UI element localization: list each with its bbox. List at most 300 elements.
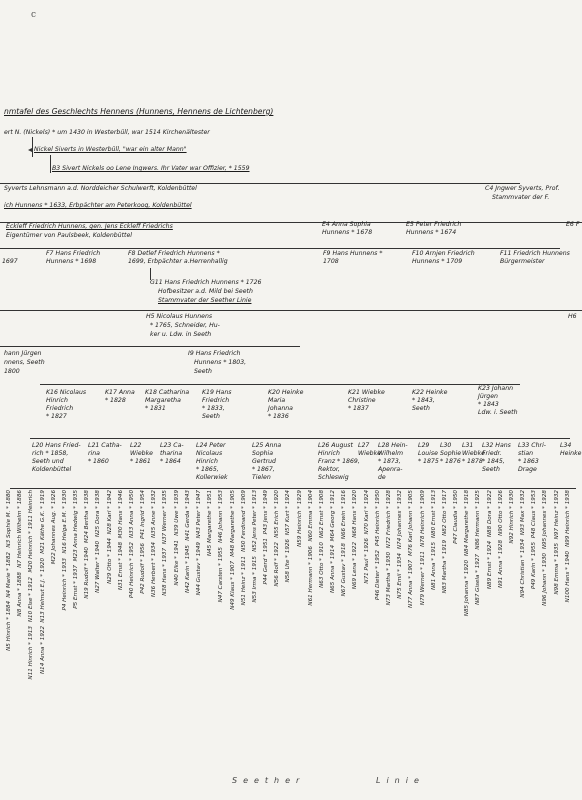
- person-l33-line: stian: [518, 450, 534, 457]
- descendant-entry: N98 Emma * 1935: [553, 543, 560, 595]
- descendant-entry: N72 Friedrich * 1928: [386, 490, 392, 549]
- descendant-entry: N16 Helga E.M. * 1930: [61, 490, 68, 554]
- person-f8-text: F8 Detlef Friedrich Hunnens * 1699, Erbpächter a.Herrenhallig: [128, 250, 228, 265]
- descendant-entry: N97 Heinz * 1932: [553, 490, 560, 540]
- person-l32-line: * 1845,: [482, 458, 505, 465]
- person-l32-line: Seeth: [482, 466, 500, 473]
- person-k16-line: K16 Nicolaus: [46, 389, 87, 396]
- descendant-column: [442, 490, 453, 790]
- person-l29-line: Louise: [418, 450, 438, 457]
- person-k19-line: K19 Hans: [202, 389, 232, 396]
- person-i9-name: I9 Hans Friedrich: [188, 350, 241, 357]
- descendant-entry: P5 Ernst * 1937: [73, 565, 80, 610]
- person-l22-line: L22: [130, 442, 142, 449]
- person-k19-line: Seeth: [202, 413, 220, 420]
- descendant-entry: P45 Heinrich * 1950: [374, 490, 381, 547]
- descendant-entry: N10 Else * 1912: [28, 576, 35, 622]
- descendant-column: [487, 490, 498, 790]
- descendant-entry: N95 Johannes * 1928: [542, 490, 549, 550]
- person-l20: [32, 442, 81, 474]
- person-k16-line: Hinrich: [46, 397, 68, 404]
- descendant-entry: P41 Ingrid * 1954: [140, 490, 147, 540]
- corner-mark: c: [31, 10, 37, 20]
- descendant-column: [51, 490, 62, 790]
- person-l22-line: Wiebke: [130, 450, 153, 457]
- descendant-column: [185, 490, 196, 790]
- descendant-entry: N60 Emma * 1904: [307, 490, 314, 542]
- descendant-column: [140, 490, 151, 790]
- descendant-entry: N52 Jens Peter * 1913: [251, 490, 258, 552]
- person-k16-line: * 1827: [46, 413, 67, 420]
- person-k21: [348, 389, 385, 413]
- descendant-column: [453, 490, 464, 790]
- person-k23: [478, 385, 518, 417]
- person-g11-detail: Hofbesitzer a.d. Mild bei Seeth: [158, 288, 253, 295]
- descendant-entry: N100 Hans * 1940: [564, 550, 571, 603]
- descendant-entry: N5 Hinrich * 1884: [6, 601, 12, 652]
- descendant-entry: N89 Ernst * 1924: [486, 541, 493, 590]
- descendant-entry: P49 Karin * 1955: [531, 542, 538, 590]
- descendant-entry: N41 Gerda * 1943: [184, 490, 191, 541]
- person-l25: [252, 442, 281, 482]
- descendant-entry: N56 Rolf * 1922: [274, 541, 281, 587]
- connector: [30, 438, 570, 439]
- descendant-entry: M21 Käthe G.K. * 1919: [39, 490, 46, 554]
- descendant-entry: N51 Heinz * 1911: [240, 555, 247, 606]
- descendant-entry: N84 Margarethe * 1918: [464, 490, 471, 557]
- person-k17: [105, 389, 135, 405]
- descendant-entry: P44 Gerd * 1951: [263, 538, 270, 585]
- descendant-entry: N27 Walter * 1940: [95, 541, 102, 593]
- descendant-entry: N13 Helmut E.J. * 1920: [39, 557, 46, 623]
- person-l20-line: L20 Hans Fried-: [32, 442, 81, 449]
- person-l25-line: L25 Anna: [252, 442, 282, 449]
- person-k21-line: * 1837: [348, 405, 369, 412]
- person-k22: [412, 389, 447, 413]
- descendant-entry: P42 Rudolf * 1956: [140, 543, 147, 594]
- descendant-entry: N3 Sophie M. * 1880: [6, 490, 12, 548]
- person-k19: [202, 389, 232, 421]
- person-i-left-detail: nnens, Seeth: [4, 359, 45, 366]
- person-l30-line: L30: [440, 442, 452, 449]
- person-k21-line: Christine: [348, 397, 376, 404]
- descendant-entry: N83 Martha * 1919: [441, 539, 448, 594]
- descendant-column: [542, 490, 553, 790]
- person-f9-text: F9 Hans Hunnens * 1708: [323, 250, 383, 265]
- person-l21-line: * 1860: [88, 458, 109, 465]
- person-l24-line: Nicolaus: [196, 450, 223, 457]
- person-h5-note: ker u. Ldw. in Seeth: [150, 331, 212, 338]
- descendant-column: [554, 490, 565, 790]
- descendant-entry: N71 Paul * 1926: [363, 538, 370, 584]
- person-l26: [318, 442, 360, 482]
- descendant-entry: P47 Claudia * 1950: [453, 490, 460, 544]
- person-l27-line: L27: [358, 442, 370, 449]
- descendant-column: [330, 490, 341, 790]
- person-l23: [160, 442, 184, 466]
- person-l32-line: Friedr.: [482, 450, 502, 457]
- person-k22-line: K22 Heinke: [412, 389, 448, 396]
- person-l24-line: Kollerwiek: [196, 474, 228, 481]
- descendant-entry: P40 Heinrich * 1952: [128, 542, 135, 599]
- person-l25-line: Sophia: [252, 450, 274, 457]
- person-e5: [406, 221, 484, 237]
- descendant-column: [397, 490, 408, 790]
- descendant-entry: N44 Gustav * 1949: [196, 542, 202, 596]
- descendant-column: [40, 490, 51, 790]
- descendant-entry: N55 Erich * 1920: [274, 490, 281, 538]
- person-l28-line: L28 Hein-: [378, 442, 408, 449]
- person-f11-text: F11 Friedrich Hunnens Bürgermeister: [500, 250, 570, 265]
- connector: [0, 248, 560, 249]
- person-l24-line: * 1865,: [196, 466, 219, 473]
- descendant-entry: N25 Dora * 1938: [95, 490, 102, 538]
- descendant-entry: N73 Martha * 1930: [386, 552, 392, 606]
- person-k17-line: K17 Anna: [105, 389, 135, 396]
- descendant-entry: N8 Anna * 1888: [17, 571, 24, 617]
- descendant-column: [196, 490, 207, 790]
- descendant-column: [230, 490, 241, 790]
- person-l24: [196, 442, 228, 482]
- descendant-entry: N70 Karl * 1924: [363, 490, 370, 535]
- person-k23-line: Jürgen: [478, 393, 498, 400]
- person-k17-line: * 1828: [105, 397, 126, 404]
- descendant-entry: N67 Gustav * 1918: [341, 543, 348, 597]
- descendant-entry: N85 Johanna * 1920: [464, 560, 471, 617]
- connector: [0, 183, 520, 184]
- descendant-entry: N7 Heinrich Wilhelm * 1886: [17, 490, 24, 568]
- descendant-entry: N11 Hinrich * 1913: [28, 625, 35, 680]
- generation-b-line: Nickel Siverts in Westerbüll, "war ein alter Mann": [34, 146, 187, 153]
- arrow-icon: [28, 148, 32, 152]
- person-k20-line: * 1836: [268, 413, 289, 420]
- descendant-column: [297, 490, 308, 790]
- person-l23-line: tharina: [160, 450, 183, 457]
- descendant-entry: N88 Dora * 1922: [486, 490, 493, 538]
- person-k19-line: * 1833,: [202, 405, 225, 412]
- descendant-entry: P43 Jens * 1949: [263, 490, 270, 535]
- descendant-entry: N87 Gisela * 1927: [475, 553, 482, 605]
- person-l29: [418, 442, 439, 466]
- descendant-entry: P46 Dieter * 1952: [374, 550, 381, 601]
- person-h6: H6: [568, 313, 577, 320]
- person-i-left-name: hann Jürgen: [4, 350, 42, 357]
- person-f8: [128, 250, 238, 266]
- person-l29-line: * 1875: [418, 458, 439, 465]
- person-l26-line: Schleswig: [318, 474, 349, 481]
- person-e5-text: E5 Peter Friedrich Hunnens * 1674: [406, 221, 462, 236]
- descendant-column: [17, 490, 28, 790]
- descendant-entry: N63 Otto * 1910: [318, 542, 325, 589]
- descendant-column: [28, 490, 39, 790]
- descendant-entry: N69 Lena * 1922: [352, 541, 359, 589]
- descendant-entry: N81 Anna * 1915: [430, 542, 437, 591]
- person-l20-line: Seeth und: [32, 458, 64, 465]
- descendant-entry: N35 Anne * 1932: [151, 490, 158, 539]
- descendant-entry: N61 Hermann * 1906: [307, 545, 314, 606]
- descendant-entry: P48 Claus * 1953: [531, 490, 538, 539]
- descendant-entry: N96 Johann * 1930: [542, 553, 549, 606]
- person-l26-line: Rektor,: [318, 466, 340, 473]
- person-l31-line: Wiebke: [462, 450, 485, 457]
- descendant-entry: N82 Otto * 1917: [441, 490, 448, 536]
- person-h5-name: H5 Nicolaus Hunnens: [146, 313, 213, 320]
- generation-e-line: Eckleff Friedrich Hunnens, gen. Jens Eckleff Friedrichs: [6, 223, 173, 230]
- person-l31-line: L31: [462, 442, 474, 449]
- descendant-entry: P4 Heinrich * 1933: [61, 557, 68, 611]
- person-k18: [145, 389, 189, 413]
- descendant-entry: N53 Irma * 1915: [251, 555, 258, 603]
- descendant-column: [408, 490, 419, 790]
- descendant-entry: N37 Werner * 1935: [162, 490, 169, 545]
- descendant-entry: N47 Carsten * 1955: [218, 546, 225, 603]
- descendant-entry: N45 Margarethe * 1951: [207, 490, 214, 557]
- descendant-column: [520, 490, 531, 790]
- descendant-entry: N93 Max * 1932: [520, 490, 527, 536]
- person-k18-line: Margaretha: [145, 397, 181, 404]
- descendant-entry: M76 Karl Johann * 1905: [408, 490, 415, 556]
- descendant-entry: N65 Anna * 1914: [330, 545, 337, 594]
- person-k18-line: K18 Catharina: [145, 389, 190, 396]
- descendant-entry: N36 Herbert * 1934: [151, 542, 158, 598]
- descendant-entry: M23 Anna Hedwig * 1935: [73, 490, 80, 562]
- person-k16-line: Friedrich: [46, 405, 74, 412]
- person-k23-line: * 1843: [478, 401, 499, 408]
- descendant-column: [364, 490, 375, 790]
- person-k19-line: Friedrich: [202, 397, 230, 404]
- descendant-entry: N94 Christian * 1934: [520, 539, 527, 598]
- person-g11-name: G11 Hans Friedrich Hunnens * 1726: [150, 279, 262, 286]
- descendant-column: [151, 490, 162, 790]
- descendant-column: [118, 490, 129, 790]
- descendant-column: [341, 490, 352, 790]
- generation-a-line: ert N. (Nickels) * um 1430 in Westerbüll, war 1514 Kirchenältester: [4, 129, 210, 136]
- person-k20-line: K20 Heinke: [268, 389, 304, 396]
- descendant-entry: N91 Anna * 1928: [497, 539, 504, 588]
- connector: [10, 488, 576, 489]
- person-f9: [323, 250, 388, 266]
- person-g11-note: Stammvater der Seether Linie: [158, 297, 252, 304]
- person-k23-line: K23 Johann: [478, 385, 514, 392]
- person-l30-line: Sophie: [440, 450, 462, 457]
- person-e6-text: E6 F: [566, 221, 580, 228]
- descendant-column: [308, 490, 319, 790]
- generation-c4-name: C4 Jngwer Syverts, Prof.: [485, 185, 560, 192]
- person-l23-line: * 1864: [160, 458, 181, 465]
- connector: [40, 384, 520, 385]
- descendant-entry: N31 Ernst * 1948: [117, 542, 124, 591]
- descendant-column: [241, 490, 252, 790]
- descendant-column: [431, 490, 442, 790]
- descendant-column: [498, 490, 509, 790]
- descendant-entry: N78 Heinrich * 1909: [419, 490, 426, 547]
- descendant-entry: N68 Hans * 1920: [352, 490, 359, 538]
- descendant-entry: N40 Elke * 1941: [173, 539, 180, 586]
- person-l22: [130, 442, 153, 466]
- descendant-column: [6, 490, 17, 790]
- person-l33-line: Drage: [518, 466, 537, 473]
- connector: [32, 137, 33, 157]
- descendant-column: [509, 490, 520, 790]
- person-f11: [500, 250, 582, 266]
- descendant-entry: M48 Margarethe * 1905: [229, 490, 236, 557]
- generation-b3-line: B3 Sivert Nickels oo Lene Ingwers. Ihr Vater war Offizier, * 1559: [52, 165, 250, 172]
- descendant-column: [95, 490, 106, 790]
- person-l26-line: L26 August: [318, 442, 353, 449]
- person-l34-line: Heinke: [560, 450, 582, 457]
- descendant-entry: N50 Ferdinand * 1909: [240, 490, 247, 552]
- person-f7: [46, 250, 126, 266]
- person-l22-line: * 1861: [130, 458, 151, 465]
- person-l28-line: Apenra-: [378, 466, 403, 473]
- descendant-entry: N77 Anna * 1907: [408, 559, 415, 608]
- descendant-column: [375, 490, 386, 790]
- descendant-entry: N58 Ute * 1926: [285, 539, 292, 583]
- person-i9-place: Seeth: [194, 368, 212, 375]
- descendant-column: [207, 490, 218, 790]
- descendant-entry: M24 Bertha * 1938: [84, 490, 91, 544]
- descendant-entry: N66 Erwin * 1916: [341, 490, 348, 540]
- person-l21-line: rina: [88, 450, 100, 457]
- descendant-entry: M22 Johannes Aug. * 1926: [50, 490, 57, 565]
- person-l25-line: Tielen: [252, 474, 271, 481]
- person-l21: [88, 442, 122, 466]
- person-k20: [268, 389, 303, 421]
- person-h5-detail: * 1765, Schneider, Hu-: [150, 322, 220, 329]
- descendant-column: [386, 490, 397, 790]
- descendant-column: [475, 490, 486, 790]
- descendant-column: [285, 490, 296, 790]
- descendant-entry: M30 Hans * 1946: [117, 490, 124, 539]
- person-i-left-year: 1800: [4, 368, 20, 375]
- person-l33-line: L33 Chri-: [518, 442, 547, 449]
- descendant-entry: N59 Heinrich * 1929: [296, 490, 303, 547]
- person-k22-line: Seeth: [412, 405, 430, 412]
- person-l28-line: de: [378, 474, 386, 481]
- descendant-entry: N14 Anna * 1922: [39, 626, 46, 675]
- descendant-column: [84, 490, 95, 790]
- descendant-entry: N43 Peter * 1947: [196, 490, 202, 539]
- person-k16: [46, 389, 86, 421]
- connector: [50, 155, 51, 173]
- descendant-entry: N90 Otto * 1926: [497, 490, 504, 536]
- person-l34: [560, 442, 582, 458]
- generation-e-detail: Eigentümer von Paulsbeek, Koldenbüttel: [6, 232, 132, 239]
- descendant-column: [218, 490, 229, 790]
- person-l28: [378, 442, 408, 482]
- generation-c-line: Syverts Lehnsmann a.d. Norddeicher Schulwerft, Koldenbüttel: [4, 185, 197, 192]
- person-l21-line: L21 Catha-: [88, 442, 122, 449]
- descendant-entry: N29 Otto * 1944: [106, 538, 113, 585]
- person-k22-line: * 1843,: [412, 397, 435, 404]
- descendant-entry: N80 Ernst * 1913: [430, 490, 437, 539]
- descendant-entry: N4 Marie * 1882: [6, 551, 12, 598]
- person-k18-line: * 1831: [145, 405, 166, 412]
- descendant-column: [174, 490, 185, 790]
- descendant-entry: N74 Johannes * 1932: [397, 490, 404, 550]
- descendant-entry: N92 Hinrich * 1930: [508, 490, 515, 544]
- person-l26-line: Hinrich: [318, 450, 340, 457]
- person-e4: [322, 221, 392, 237]
- connector: [0, 310, 582, 311]
- table-title: nmtafel des Geschlechts Hennens (Hunnens, Hennens de Lichtenberg): [4, 107, 274, 116]
- descendant-column: [274, 490, 285, 790]
- descendant-column: [352, 490, 363, 790]
- descendant-entry: N42 Karin * 1945: [184, 544, 191, 593]
- descendant-entry: N38 Hans * 1937: [162, 548, 169, 596]
- person-l24-line: Hinrich: [196, 458, 218, 465]
- descendant-column: [62, 490, 73, 790]
- person-k20-line: Maria: [268, 397, 286, 404]
- descendant-entry: N46 Johann * 1953: [218, 490, 225, 543]
- person-l25-line: Gertrud: [252, 458, 276, 465]
- descendant-column: [319, 490, 330, 790]
- descendant-entry: M64 Georg * 1912: [330, 490, 337, 542]
- generation-c4-role: Stammvater der F.: [492, 194, 550, 201]
- person-l33: [518, 442, 546, 474]
- descendant-entry: N57 Kurt * 1924: [285, 490, 292, 536]
- descendant-column: [73, 490, 84, 790]
- person-l32: [482, 442, 511, 474]
- descendant-entry: N33 Anna * 1950: [128, 490, 135, 539]
- person-k20-line: Johanna: [268, 405, 293, 412]
- person-l32-line: L32 Hans: [482, 442, 511, 449]
- person-k23-line: Ldw. i. Seeth: [478, 409, 518, 416]
- person-l28-line: Wilhelm: [378, 450, 404, 457]
- descendant-entry: M20 Heinrich * 1911 Heinrich: [28, 490, 35, 573]
- descendant-entry: N28 Karl * 1942: [106, 490, 113, 535]
- descendant-column: [464, 490, 475, 790]
- descendant-entry: N62 Ernst * 1908: [318, 490, 325, 539]
- descendant-column: [107, 490, 118, 790]
- person-e6: [566, 221, 582, 229]
- person-l31-line: * 1878: [462, 458, 483, 465]
- person-f10: [412, 250, 488, 266]
- person-l28-line: * 1873,: [378, 458, 401, 465]
- generation-d-line: ich Hunnens * 1633, Erbpächter am Peterkoog, Koldenbüttel: [4, 202, 192, 209]
- person-f0: 1697: [2, 258, 18, 265]
- descendant-column: [263, 490, 274, 790]
- person-l30: [440, 442, 461, 466]
- person-l20-line: Koldenbüttel: [32, 466, 72, 473]
- descendant-column: [565, 490, 576, 790]
- person-l24-line: L24 Peter: [196, 442, 226, 449]
- person-l25-line: * 1867,: [252, 466, 275, 473]
- descendant-entry: N39 Uwe * 1939: [173, 490, 180, 536]
- descendant-column: [420, 490, 431, 790]
- person-l26-line: Franz * 1869,: [318, 458, 360, 465]
- person-l20-line: rich * 1858,: [32, 450, 69, 457]
- person-f10-text: F10 Arnjen Friedrich Hunnens * 1709: [412, 250, 475, 265]
- footer-word-seether: Seether: [232, 776, 306, 785]
- descendant-column: [129, 490, 140, 790]
- person-e4-text: E4 Anna Sophia Hunnens * 1678: [322, 221, 373, 236]
- descendant-entry: N19 Rudolf * 1940: [84, 547, 91, 599]
- descendant-column: [162, 490, 173, 790]
- descendant-entry: N86 Hermann * 1925: [475, 490, 482, 550]
- person-f7-text: F7 Hans Friedrich Hunnens * 1698: [46, 250, 101, 265]
- person-l23-line: L23 Ca-: [160, 442, 184, 449]
- connector: [0, 346, 300, 347]
- descendant-column: [531, 490, 542, 790]
- person-l29-line: L29: [418, 442, 430, 449]
- descendant-entry: N75 Emil * 1934: [397, 553, 404, 599]
- person-l33-line: * 1863: [518, 458, 539, 465]
- person-l34-line: L34: [560, 442, 572, 449]
- footer-word-linie: Linie: [376, 776, 425, 785]
- descendant-entry: N79 Werner * 1911: [419, 550, 426, 606]
- descendant-column: [252, 490, 263, 790]
